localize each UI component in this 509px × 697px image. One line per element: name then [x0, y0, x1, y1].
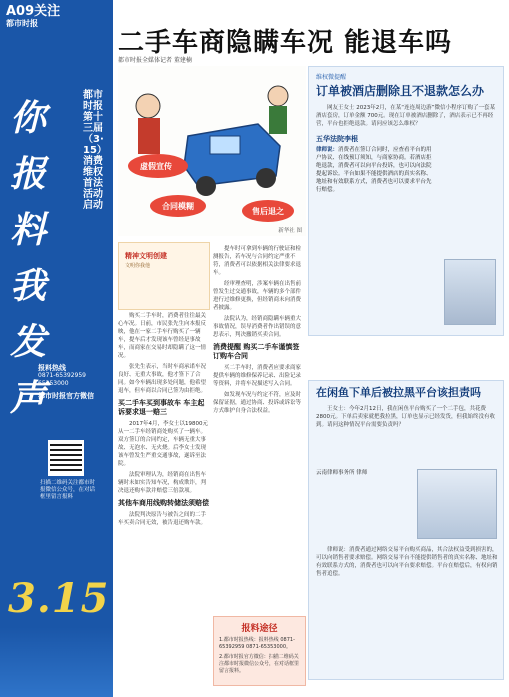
page-number: A09关注: [6, 4, 61, 19]
campaign-title: 你报料我发声: [10, 97, 47, 419]
article-paragraph: 提车时可拿到车辆的行驶证和检测报告，若车况与合同约定严重不符，消费者可以依据相关法律要求退车。: [213, 246, 302, 276]
qr-caption: 扫描二维码关注都市时报微信公众号，在对话框里留言报料: [40, 480, 96, 500]
article-paragraph: 2017年4月，李女士以19800元从一二手车经销商处购买了一辆车。双方签订的合同约定，车辆无重大事故、无泡水、无火烧。后李女士发现该车曾发生严重交通事故，遂诉至法院。: [118, 421, 208, 467]
article-paragraph: 法院判决原告与被告之间的二手车买卖合同无效，被告退还购车款。: [118, 512, 207, 526]
bubble-label-1: 虚假宣传: [140, 162, 172, 171]
report-title: 报料途径: [241, 624, 278, 634]
qr-code-icon[interactable]: [48, 440, 84, 476]
campaign-caption: 都市时报第十三届（3·15）消费维权首法活动启动: [83, 90, 107, 211]
contact-block: [38, 360, 108, 400]
hotline-label: 报料热线: [38, 364, 66, 372]
promo-subtitle: 文明你我他: [125, 263, 151, 269]
hero-caption: 新华社 图: [278, 228, 302, 234]
cartoon-buyer: [268, 86, 288, 134]
wechat-label: 都市时报官方微信: [38, 392, 94, 400]
sidebar2-body: 王女士：今年2月12日，我在闲鱼平台购买了一个二手包，共花费2800元。下单后卖家就把我拉黑，订单也显示已经发货，但我始终没有收到。请问这种情况平台需要负责吗？: [316, 406, 495, 428]
bubble-label-3: 售后退之: [252, 207, 284, 216]
article-paragraph: 法院认为，经销商隐瞒车辆重大事故情况，误导消费者作出错误的意思表示，判决撤销买卖合同。: [213, 316, 302, 338]
left-banner: [0, 0, 113, 697]
page-headline: 二手车商隐瞒车况 能退车吗: [118, 28, 453, 58]
lawyer-body: 消费者在签订合同时，应查看平台的用户协议、在线预订须知，与商家协商。若酒店拒绝退款，消费者可以向平台投诉，也可以向法院提起诉讼。平台如果不能提供酒店的真实名称、地址和有效联系方式，消费者也可以要求平台先行赔偿。: [316, 147, 432, 193]
sidebar2-lower-body: 律师说：消费者通过网络交易平台购买商品，其合法权益受到损害的，可以向销售者要求赔偿。网络交易平台不能提供销售者的真实名称、地址和有效联系方式的，消费者也可以向平台要求赔偿。平台在赔偿后，有权向销售者追偿。: [316, 547, 498, 577]
report-box: [213, 616, 306, 686]
hotline-numbers: 0871-65392959 65353000: [38, 372, 86, 387]
article-paragraph: 张先生表示，当时车商承诺车况良好、无重大事故，他才签下了合同。如今车辆出现多处问题，他希望退车，但车商以合同已签为由拒绝。: [118, 364, 207, 394]
sidebar-body: 网友王女士 2023年2月，在某“连连周边游”微信小程序订购了一套某酒店套房，订单金额 700元。现在订单被酒店删除了，酒店表示已不再经营，平台也拒绝退款。请问应该怎么维权？: [316, 105, 495, 127]
promo-box: [118, 242, 210, 310]
report-line-2: 2.都市时报官方微信：扫描二维码关注都市时报微信公众号，在对话框里留言报料。: [219, 654, 300, 674]
article-subhead: 消费提醒 购买二手车谨慎签订购车合同: [213, 343, 300, 360]
sidebar2-lawyer-name: 云南律师事务所 律师: [316, 470, 368, 476]
article-paragraph: 经审理查明，涉案车辆在出售前曾发生过交通事故，车辆的多个部件进行过维修更换，但经销商未向消费者披露。: [213, 281, 302, 311]
sidebar2-portrait: [417, 469, 497, 539]
bubble-label-2: 合同模糊: [162, 202, 194, 211]
promo-title: 精神文明创建: [125, 252, 167, 260]
lawyer-portrait: [444, 259, 496, 325]
sidebar-kicker: 维权微提醒: [316, 74, 347, 81]
article-subhead: 其他车商用线购转储法须赔偿: [118, 499, 209, 507]
report-line-1: 1.都市时报热线：报料热线 0871-65392959 0871-65353000。: [219, 637, 295, 650]
wave-decoration: [0, 627, 113, 697]
article-paragraph: 法院审理认为，经销商在出售车辆时未如实告知车况，构成欺诈，判决退还购车款并赔偿三倍款项。: [118, 472, 207, 494]
article-paragraph: 如发现车况与约定不符，应及时保留证据，通过协商、投诉或诉讼等方式维护自身合法权益。: [213, 392, 302, 414]
brand-name: 都市时报: [6, 19, 38, 28]
cartoon-seller: [136, 94, 160, 154]
lawyer-answer: [316, 146, 436, 194]
sidebar-title: 订单被酒店删除且不退款怎么办: [316, 84, 485, 98]
sidebar2-title: 在闲鱼下单后被拉黑平台该担责吗: [316, 386, 481, 399]
article-paragraph: 购买二手车时，消费者往往最关心车况。日前，市民张先生向本报反映，他在一家二手车行购买了一辆车，提车后才发现该车曾经是事故车，而商家在交易时却隐瞒了这一情况。: [118, 313, 207, 359]
article-column-1: [118, 312, 210, 682]
tip-sidebar-2: [308, 380, 504, 680]
lawyer-label: 律师说：: [316, 147, 339, 153]
hero-illustration: [118, 66, 306, 236]
lawyer-heading: 五华法院李根: [316, 135, 358, 143]
tip-sidebar: [308, 66, 504, 336]
masthead: [0, 0, 113, 28]
year-mark: 3.15: [8, 575, 110, 622]
byline: 都市时报全媒体记者 董建楠: [118, 57, 192, 64]
article-column-2: [213, 245, 306, 613]
article-paragraph: 买二手车时，消费者应要求商家提供车辆的维修保养记录、出险记录等资料，并将车况描述写入合同。: [213, 365, 302, 387]
cartoon-car: [184, 124, 280, 196]
article-subhead: 买二手车买到事故车 车主起诉要求退一赔三: [118, 399, 205, 416]
